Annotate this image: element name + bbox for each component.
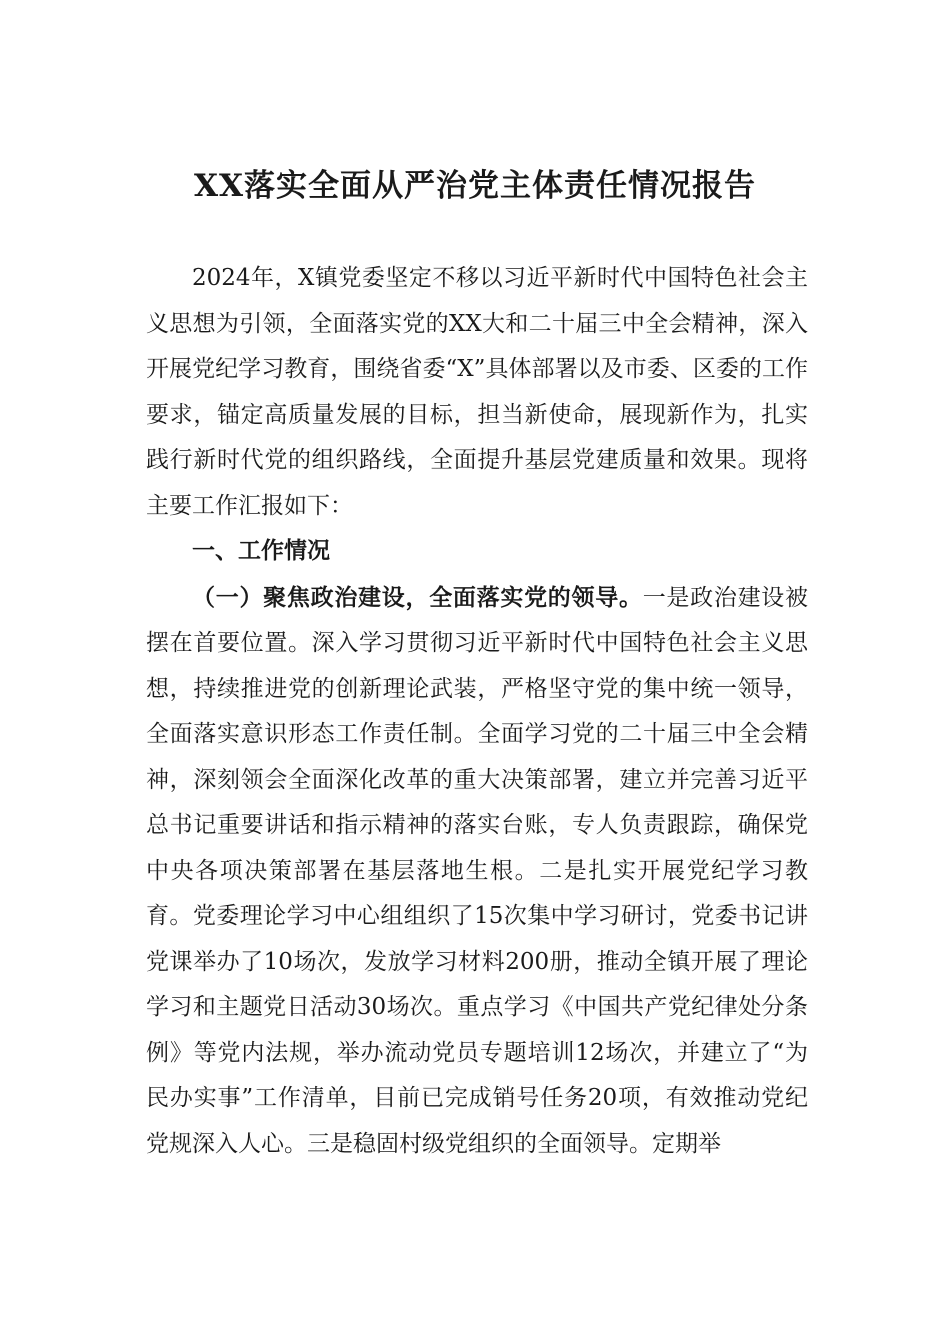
intro-paragraph: 2024年，X镇党委坚定不移以习近平新时代中国特色社会主义思想为引领，全面落实党的XX大和二十届三中全会精神，深入开展党纪学习教育，围绕省委“X”具体部署以及市委、区委的工作要求，锚定高质量发展的目标，担当新使命，展现新作为，扎实践行新时代党的组织路线，全面提升基层党建质量和效果。现将主要工作汇报如下： bbox=[146, 265, 808, 519]
document-body bbox=[146, 256, 808, 1167]
section-heading: 一、工作情况 bbox=[192, 538, 330, 564]
sub-heading: （一）聚焦政治建设，全面落实党的领导。 bbox=[192, 583, 643, 611]
work-paragraph bbox=[146, 575, 808, 1168]
document-title: XX落实全面从严治党主体责任情况报告 bbox=[193, 168, 757, 204]
paragraph-body: 一是政治建设被摆在首要位置。深入学习贯彻习近平新时代中国特色社会主义思想，持续推进党的创新理论武装，严格坚守党的集中统一领导，全面落实意识形态工作责任制。全面学习党的二十届三中全会精神，深刻领会全面深化改革的重大决策部署，建立并完善习近平总书记重要讲话和指示精神的落实台账，专人负责跟踪，确保党中央各项决策部署在基层落地生根。二是扎实开展党纪学习教育。党委理论学习中心组组织了15次集中学习研讨，党委书记讲党课举办了10场次，发放学习材料200册，推动全镇开展了理论学习和主题党日活动30场次。重点学习《中国共产党纪律处分条例》等党内法规，举办流动党员专题培训12场次，并建立了“为民办实事”工作清单，目前已完成销号任务20项，有效推动党纪党规深入人心。三是稳固村级党组织的全面领导。定期举 bbox=[146, 584, 809, 1157]
